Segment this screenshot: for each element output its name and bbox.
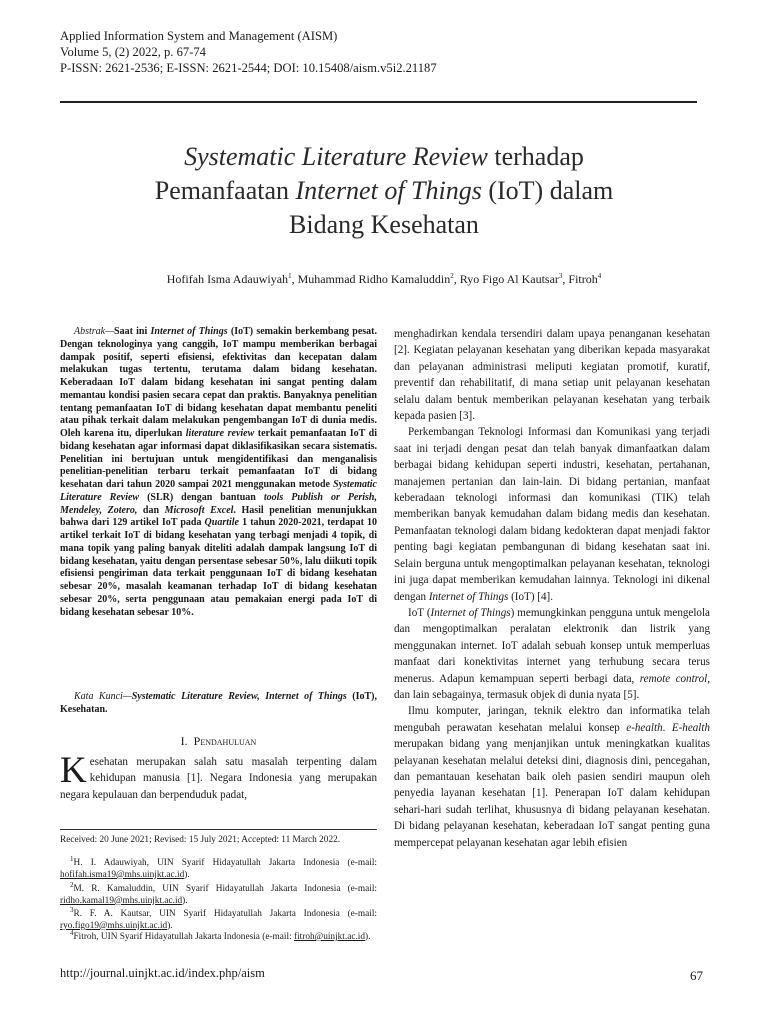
title-italic-1: Systematic Literature Review	[184, 142, 488, 171]
author-3-mark: 3	[558, 272, 563, 280]
abstract-text-5: dan	[137, 504, 165, 516]
right-p3-text-a: IoT (	[408, 606, 431, 619]
right-p3-italic-2: remote control	[639, 672, 708, 685]
abstract-text-4: (SLR) dengan bantuan	[139, 491, 264, 503]
section-title: Pendahuluan	[193, 734, 257, 748]
footnote-4	[60, 928, 377, 944]
title-part-2b: (IoT) dalam	[481, 176, 614, 205]
authors	[60, 272, 708, 287]
author-3: Ryo Figo Al Kautsar	[459, 272, 559, 286]
footnote-1	[60, 854, 377, 881]
email-link-3[interactable]: ryo.figo19@mhs.uinjkt.ac.id	[60, 920, 168, 931]
footnote-4-mark: 4	[70, 929, 74, 937]
right-p2-text-a: Perkembangan Teknologi Informasi dan Komunikasi yang terjadi saat ini terjadi dengan pesat dan telah banyak dimanfaatkan dalam berbagai bidang kehidupan seperti industri, kesehatan, pertahanan, manajemen pertanian dan lain-lain. Di bidang pertanian, manfaat keberadaan teknologi informasi dan komunikasi (TIK) telah memberikan banyak kemudahan dalam bidang medis dan kesehatan. Pemanfaatan teknologi dalam bidang kedokteran dapat menjadi faktor penting bagi kegiatan pembangunan di bidang kesehatan saat ini. Selain berguna untuk mengoptimalkan pelayanan kesehatan, teknologi ini juga dapat memberikan kemudahan lainnya. Teknologi ini dikenal dengan	[394, 426, 710, 603]
footnote-close: ).	[184, 869, 190, 880]
abstract-italic-1: Internet of Things	[150, 326, 228, 337]
keywords-dash: —	[122, 691, 132, 702]
abstract-italic-6: Quartile	[204, 517, 239, 529]
author-sep: ,	[562, 272, 569, 286]
abstract-italic-3: Systematic Literature Review	[60, 479, 377, 503]
abstract-italic-4: tools Publish or Perish, Mendeley, Zotero,	[60, 491, 377, 516]
footnote-rule	[60, 829, 377, 830]
abstract-text-3: terkait pemanfaatan IoT di bidang kesehatan agar informasi dapat diklasifikasikan secara sistematis. Penelitian ini bertujuan untuk mengidentifikasi dan menganalisis penelitian-penelitian terbaru terkait pemanfaatan IoT di bidang kesehatan dari tahun 2020 sampai 2021 menggunakan metode	[60, 428, 377, 490]
right-paragraph-2	[394, 424, 710, 604]
footnote-close: ).	[365, 932, 371, 943]
footnote-4-text: Fitroh, UIN Syarif Hidayatullah Jakarta Indonesia (e-mail:	[73, 932, 294, 943]
right-p4-text-c: merupakan bidang yang menjanjikan untuk meningkatkan kualitas pelayanan kesehatan melalui deteksi dini, diagnosis dini, pencegahan, dan pemantauan kesehatan baik oleh pasien sendiri maupun oleh penyedia layanan kesehatan [1]. Penerapan IoT dalam kehidupan sehari-hari sudah terlihat, khususnya di bidang pelayanan kesehatan. Di bidang pelayanan kesehatan, keberadaan IoT sangat penting guna mempercepat pelayanan kesehatan agar lebih efisien	[394, 738, 710, 849]
author-2: Muhammad Ridho Kamaluddin	[297, 272, 451, 286]
author-1-mark: 1	[288, 272, 292, 280]
abstract-text-2: (IoT) semakin berkembang pesat. Dengan teknologinya yang canggih, IoT mampu memberikan berbagai dampak positif, seperti efisiensi, efektivitas dan kecepatan dalam melakukan tugas tertentu, terutama dalam bidang kesehatan. Keberadaan IoT dalam bidang kesehatan ini sangat penting dalam memantau kondisi pasien secara cepat dan praktis. Banyaknya penelitian tentang pemanfaatan IoT di bidang kesehatan dapat membantu peneliti atau pihak terkait dalam melakukan pengembangan IoT di dunia medis. Oleh karena itu, diperlukan	[60, 326, 377, 439]
abstract-italic-5: Microsoft Excel	[164, 504, 234, 516]
author-sep: ,	[453, 272, 460, 286]
title-line-3: Bidang Kesehatan	[289, 210, 479, 239]
right-p4-italic: e-health	[626, 721, 663, 734]
right-p3-text-b: ) memungkinkan pengguna untuk mengelola dan mengoptimalkan peralatan elektronik dan listrik yang menggunakan internet. IoT adalah sebuah konsep untuk memperluas manfaat dari konektivitas internet yang terhubung secara terus menerus. Adapun kemampuan seperti berbagi data,	[394, 606, 710, 685]
right-p3-text-c: , dan lain sebagainya, termasuk objek di dunia nyata [5].	[394, 672, 710, 701]
abstract-text-6: . Hasil penelitian menunjukkan bahwa dari 129 artikel IoT pada	[60, 504, 377, 529]
section-number: I.	[180, 734, 188, 748]
author-4-mark: 4	[597, 272, 602, 280]
keywords-italic: Systematic Literature Review, Internet of Things	[131, 691, 347, 702]
right-paragraph-4	[394, 703, 710, 851]
journal-header	[60, 28, 437, 76]
footnote-2-text: M. R. Kamaluddin, UIN Syarif Hidayatullah Jakarta Indonesia (e-mail:	[73, 884, 377, 895]
footnote-1-mark: 1	[70, 855, 74, 863]
journal-issn: P-ISSN: 2621-2536; E-ISSN: 2621-2544; DOI: 10.15408/aism.v5i2.21187	[60, 61, 437, 75]
section-heading	[60, 734, 377, 749]
footnote-3-mark: 3	[70, 906, 74, 914]
received-dates: Received: 20 June 2021; Revised: 15 July 2021; Accepted: 11 March 2022.	[60, 835, 341, 845]
right-column	[394, 326, 710, 851]
abstract-lead: Abstrak	[74, 326, 106, 337]
page-number: 67	[690, 968, 703, 983]
abstract-italic-2: literature review	[185, 428, 255, 439]
author-sep: ,	[291, 272, 298, 286]
title-part-2a: Pemanfaatan	[154, 176, 296, 205]
right-p4-text-b: .	[662, 721, 672, 734]
keywords-rest: (IoT), Kesehatan.	[60, 691, 377, 715]
email-link-4[interactable]: fitroh@uinjkt.ac.id	[293, 932, 366, 943]
right-p3-italic: Internet of Things	[430, 606, 511, 619]
footnote-3-text: R. F. A. Kautsar, UIN Syarif Hidayatullah Jakarta Indonesia (e-mail:	[73, 909, 377, 920]
intro-text: esehatan merupakan salah satu masalah terpenting dalam kehidupan manusia [1]. Negara Indonesia yang merupakan negara kepulauan dan berpenduduk padat,	[60, 756, 377, 801]
abstract-text-1: Saat ini	[114, 326, 151, 337]
abstract-dash: —	[105, 326, 115, 337]
keywords	[60, 690, 377, 716]
paper-title	[60, 140, 708, 242]
right-p2-italic: Internet of Things	[428, 590, 509, 603]
drop-cap: K	[60, 750, 87, 791]
abstract	[60, 326, 377, 619]
footnote-close: ).	[167, 920, 173, 931]
author-1: Hofifah Isma Adauwiyah	[166, 272, 289, 286]
journal-volume: Volume 5, (2) 2022, p. 67-74	[60, 45, 206, 59]
right-p4-italic-2: E-health	[671, 721, 711, 734]
keywords-lead: Kata Kunci	[74, 691, 123, 702]
journal-url[interactable]: http://journal.uinjkt.ac.id/index.php/aism	[60, 966, 265, 980]
journal-name: Applied Information System and Management (AISM)	[60, 29, 338, 43]
abstract-text-7: 1 tahun 2020-2021, terdapat 10 artikel terkait IoT di bidang kesehatan yang terbagi menjadi 4 topik, di mana topik yang paling banyak diteliti adalah dampak langsung IoT di bidang kesehatan, yaitu dengan persentase sebesar 50%, lalu diikuti topik efisiensi pengiriman data terkait penggunaan IoT di bidang kesehatan sebesar 20%, masalah keamanan terhadap IoT di bidang kesehatan sebesar 20%, serta penggunaan atau pemakaian energi pada IoT di bidang kesehatan sebesar 10%.	[60, 517, 377, 618]
footnote-2-mark: 2	[70, 881, 74, 889]
footnote-2	[60, 880, 377, 907]
title-italic-2: Internet of Things	[295, 176, 482, 205]
author-4: Fitroh	[568, 272, 598, 286]
header-rule	[60, 101, 697, 103]
right-p4-text-a: Ilmu komputer, jaringan, teknik elektro dan informatika telah mengubah perawatan kesehatan melalui konsep	[394, 705, 710, 734]
email-link-1[interactable]: hofifah.isma19@mhs.uinjkt.ac.id	[60, 869, 185, 880]
email-link-2[interactable]: ridho.kamal19@mhs.uinjkt.ac.id	[60, 895, 183, 906]
footnote-1-text: H. I. Adauwiyah, UIN Syarif Hidayatullah Jakarta Indonesia (e-mail:	[73, 858, 377, 869]
title-part-1: terhadap	[487, 142, 584, 171]
footnote-close: ).	[182, 895, 188, 906]
right-p2-text-b: (IoT) [4].	[508, 590, 553, 603]
right-paragraph-1: menghadirkan kendala tersendiri dalam upaya penanganan kesehatan [2]. Kegiatan pelayanan kesehatan yang diberikan kepada masyarakat dan pelayanan administrasi meliputi kegiatan promotif, kuratif, preventif dan rehabilitatif, di mana setiap unit pelayanan kesehatan selalu dalam bentuk memberikan pelayanan kesehatan yang terbaik kepada pasien [3].	[394, 328, 710, 423]
author-2-mark: 2	[450, 272, 454, 280]
intro-paragraph	[60, 750, 377, 803]
right-paragraph-3	[394, 605, 710, 703]
